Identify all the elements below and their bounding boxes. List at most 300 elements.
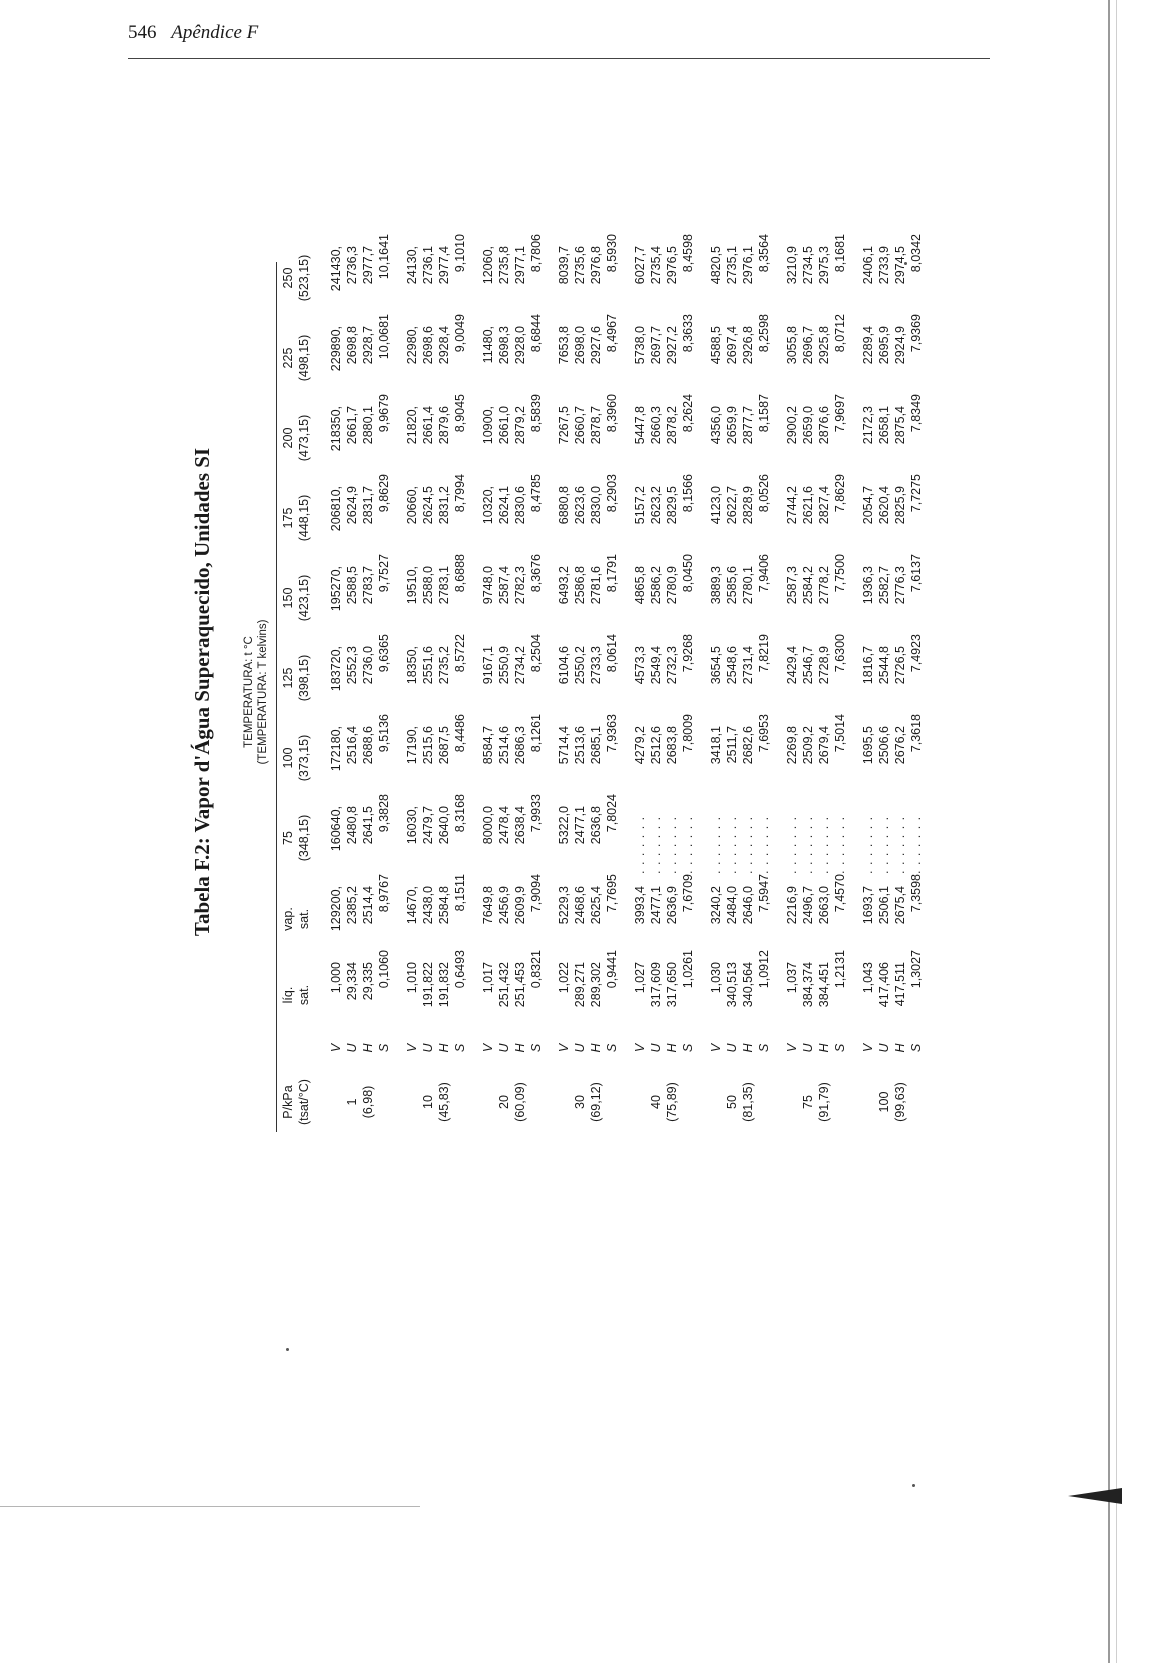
property-symbol: V <box>557 1043 571 1053</box>
property-symbol: S <box>377 1043 391 1053</box>
table-cell: 2054,7 <box>861 486 875 525</box>
table-cell: 7,7695 <box>605 874 619 913</box>
pressure-cell <box>420 1062 452 1142</box>
table-cell: 2544,8 <box>877 646 891 685</box>
table-cell: 1936,3 <box>861 566 875 605</box>
table-cell: 2698,8 <box>345 326 359 365</box>
property-symbol: V <box>329 1043 343 1053</box>
table-cell: 0,8321 <box>529 950 543 989</box>
table-cell: 2484,0 <box>725 886 739 925</box>
table-cell: 8,9045 <box>453 394 467 433</box>
pressure-value: 20 <box>497 1095 511 1109</box>
table-cell: 2831,2 <box>437 486 451 525</box>
property-symbol: S <box>605 1043 619 1053</box>
table-cell: 6493,2 <box>557 566 571 605</box>
table-cell: 2875,4 <box>893 406 907 445</box>
table-cell: 2732,3 <box>665 646 679 685</box>
saturation-temperature: (75,89) <box>665 1082 679 1122</box>
table-cell: 2925,8 <box>817 326 831 365</box>
scan-edge-line <box>1108 0 1110 1663</box>
temperature-kelvin: (523,15) <box>297 254 311 302</box>
table-cell: 384,451 <box>817 962 831 1008</box>
table-cell: 2609,9 <box>513 886 527 925</box>
temperature-kelvin: (448,15) <box>297 494 311 542</box>
table-cell: 2927,6 <box>589 326 603 365</box>
table-cell: 2550,9 <box>497 646 511 685</box>
table-cell: 5714,4 <box>557 726 571 765</box>
table-cell: 8,4486 <box>453 714 467 753</box>
table-cell: 218350, <box>329 406 343 452</box>
table-cell: 2624,5 <box>421 486 435 525</box>
header-rule <box>128 58 990 59</box>
table-cell: 2623,6 <box>573 486 587 525</box>
table-cell: 2726,5 <box>893 646 907 685</box>
table-cell: 2977,1 <box>513 246 527 285</box>
property-symbol: H <box>513 1043 527 1053</box>
table-cell: 2625,4 <box>589 886 603 925</box>
liquid-column-header <box>280 960 312 1030</box>
table-cell: 10,1641 <box>377 234 391 280</box>
table-cell: 2734,5 <box>801 246 815 285</box>
table-cell: 2781,6 <box>589 566 603 605</box>
table-cell: 2880,1 <box>361 406 375 445</box>
pressure-value: 40 <box>649 1095 663 1109</box>
table-cell: 2975,3 <box>817 246 831 285</box>
table-cell: 8,5722 <box>453 634 467 673</box>
table-cell: . . . . . . . <box>861 815 875 874</box>
table-cell: 2735,1 <box>725 246 739 285</box>
page-section-title: Apêndice F <box>171 22 259 43</box>
table-cell: 7,8219 <box>757 634 771 673</box>
table-cell: 2516,4 <box>345 726 359 765</box>
table-cell: 4573,3 <box>633 646 647 685</box>
table-cell: 8,2598 <box>757 314 771 353</box>
table-cell: 3654,5 <box>709 646 723 685</box>
table-cell: . . . . . . . <box>649 815 663 874</box>
table-cell: 317,609 <box>649 962 663 1008</box>
table-cell: 24130, <box>405 246 419 285</box>
table-cell: 183720, <box>329 646 343 692</box>
table-cell: . . . . . . . <box>893 815 907 874</box>
table-cell: 2878,7 <box>589 406 603 445</box>
table-cell: . . . . . . . <box>709 815 723 874</box>
table-cell: 4123,0 <box>709 486 723 525</box>
table-cell: 11480, <box>481 326 495 364</box>
table-cell: 8,0526 <box>757 474 771 513</box>
table-cell: 1,010 <box>405 962 419 994</box>
temperature-celsius: 125 <box>281 667 295 689</box>
table-cell: 289,302 <box>589 962 603 1008</box>
table-cell: 0,1060 <box>377 950 391 989</box>
pressure-cell <box>648 1062 680 1142</box>
table-cell: 8,0342 <box>909 234 923 273</box>
table-cell: 7,9406 <box>757 554 771 593</box>
table-cell: 3889,3 <box>709 566 723 605</box>
table-cell: 8,2624 <box>681 394 695 433</box>
table-cell: 2976,8 <box>589 246 603 285</box>
table-cell: 417,511 <box>893 962 907 1007</box>
table-cell: 8,6844 <box>529 314 543 353</box>
table-cell: 2736,1 <box>421 246 435 285</box>
property-symbol: V <box>861 1043 875 1053</box>
table-cell: 160640, <box>329 806 343 852</box>
table-cell: 2829,5 <box>665 486 679 525</box>
table-cell: 7,7275 <box>909 474 923 513</box>
property-symbol: S <box>909 1043 923 1053</box>
table-cell: 8,1511 <box>453 874 467 912</box>
table-cell: 2636,9 <box>665 886 679 925</box>
table-cell: 17190, <box>405 726 419 765</box>
table-cell: 2661,4 <box>421 406 435 445</box>
table-cell: 1,0261 <box>681 950 695 989</box>
table-cell: 2385,2 <box>345 886 359 925</box>
temperature-celsius: 175 <box>281 507 295 529</box>
table-cell: 251,432 <box>497 962 511 1008</box>
table-cell: 18350, <box>405 646 419 685</box>
table-cell: 2735,2 <box>437 646 451 685</box>
table-cell: 7653,8 <box>557 326 571 365</box>
table-cell: 1,0912 <box>757 950 771 989</box>
table-cell: 8,1261 <box>529 714 543 753</box>
vapor-column-header <box>280 884 312 954</box>
table-cell: . . . . . . . <box>757 815 771 874</box>
table-cell: 1693,7 <box>861 886 875 925</box>
pressure-cell <box>496 1062 528 1142</box>
scan-speck <box>912 1484 915 1487</box>
table-cell: 2686,3 <box>513 726 527 765</box>
table-cell: 2698,6 <box>421 326 435 365</box>
table-cell: 7,8024 <box>605 794 619 833</box>
table-cell: 2584,2 <box>801 566 815 605</box>
liquid-header-line1: líq. <box>281 986 295 1004</box>
table-cell: 2622,7 <box>725 486 739 525</box>
pressure-cell <box>876 1062 908 1142</box>
table-cell: 2586,2 <box>649 566 663 605</box>
table-cell: 5229,3 <box>557 886 571 925</box>
table-cell: 2584,8 <box>437 886 451 925</box>
table-cell: 2477,1 <box>573 806 587 845</box>
table-cell: 2506,1 <box>877 886 891 925</box>
temperature-column-header <box>280 402 312 474</box>
table-cell: 2827,4 <box>817 486 831 525</box>
table-cell: 7,8629 <box>833 474 847 513</box>
property-symbol: S <box>681 1043 695 1053</box>
table-cell: 9,5136 <box>377 714 391 753</box>
temperature-kelvin: (498,15) <box>297 334 311 382</box>
table-cell: 7,9363 <box>605 714 619 753</box>
table-cell: 340,564 <box>741 962 755 1008</box>
temperature-celsius: 100 <box>281 747 295 769</box>
property-symbol: U <box>573 1043 587 1053</box>
table-cell: 1,017 <box>481 962 495 994</box>
table-cell: 8000,0 <box>481 806 495 845</box>
table-cell: 8,1566 <box>681 474 695 513</box>
table-cell: 2551,6 <box>421 646 435 685</box>
property-symbol: U <box>649 1043 663 1053</box>
table-cell: 289,271 <box>573 962 587 1008</box>
table-cell: 9,1010 <box>453 234 467 273</box>
table-cell: 16030, <box>405 806 419 845</box>
table-cell: 8039,7 <box>557 246 571 285</box>
table-cell: 8,2903 <box>605 474 619 513</box>
table-cell: 206810, <box>329 486 343 532</box>
temperature-label <box>242 242 270 1142</box>
table-cell: 2640,0 <box>437 806 451 845</box>
table-cell: 2878,2 <box>665 406 679 445</box>
saturation-temperature: (69,12) <box>589 1082 603 1122</box>
table-cell: 417,406 <box>877 962 891 1008</box>
table-cell: 229890, <box>329 326 343 372</box>
property-symbol: H <box>437 1043 451 1053</box>
table-cell: 7,9697 <box>833 394 847 433</box>
table-cell: 2659,9 <box>725 406 739 445</box>
pressure-cell <box>724 1062 756 1142</box>
table-cell: 3240,2 <box>709 886 723 925</box>
table-cell: 2660,7 <box>573 406 587 445</box>
pressure-column-header <box>280 1062 312 1142</box>
table-cell: 2429,4 <box>785 646 799 685</box>
table-cell: 8,3564 <box>757 234 771 273</box>
table-cell: 340,513 <box>725 962 739 1008</box>
temperature-kelvin: (473,15) <box>297 414 311 462</box>
table-cell: 1,3027 <box>909 950 923 989</box>
property-symbol: V <box>785 1043 799 1053</box>
property-symbol: V <box>481 1043 495 1053</box>
table-cell: 2676,2 <box>893 726 907 765</box>
temperature-column-header <box>280 642 312 714</box>
table-cell: 191,832 <box>437 962 451 1008</box>
temperature-kelvin: (398,15) <box>297 654 311 702</box>
table-cell: 2479,7 <box>421 806 435 845</box>
table-cell: 2928,4 <box>437 326 451 365</box>
table-cell: 10320, <box>481 486 495 525</box>
table-cell: 6027,7 <box>633 246 647 285</box>
table-cell: 9,7527 <box>377 554 391 593</box>
table-cell: 2928,0 <box>513 326 527 365</box>
table-cell: 2830,0 <box>589 486 603 525</box>
table-cell: 8,5930 <box>605 234 619 273</box>
table-cell: 2733,9 <box>877 246 891 285</box>
table-cell: . . . . . . . <box>785 815 799 874</box>
table-cell: 2780,9 <box>665 566 679 605</box>
table-cell: 2976,5 <box>665 246 679 285</box>
pressure-header-tsat: (tsat/°C) <box>297 1079 311 1125</box>
property-symbol: H <box>665 1043 679 1053</box>
vapor-header-line1: vap. <box>281 907 295 931</box>
table-cell: 2456,9 <box>497 886 511 925</box>
table-cell: 3418,1 <box>709 726 723 765</box>
table-cell: 19510, <box>405 566 419 605</box>
table-cell: 2731,4 <box>741 646 755 685</box>
property-symbol: V <box>405 1043 419 1053</box>
table-cell: . . . . . . . <box>801 815 815 874</box>
pressure-value: 30 <box>573 1095 587 1109</box>
table-cell: 2514,6 <box>497 726 511 765</box>
table-cell: 29,334 <box>345 962 359 1001</box>
property-symbol: S <box>833 1043 847 1053</box>
table-cell: 2658,1 <box>877 406 891 445</box>
table-cell: 29,335 <box>361 962 375 1001</box>
table-cell: 9748,0 <box>481 566 495 605</box>
table-cell: 7,6300 <box>833 634 847 673</box>
table-cell: 2546,7 <box>801 646 815 685</box>
table-cell: 2977,7 <box>361 246 375 285</box>
scan-edge-line-faint <box>1116 0 1117 1663</box>
table-cell: 2688,6 <box>361 726 375 765</box>
table-cell: 8,1681 <box>833 234 847 273</box>
table-cell: . . . . . . . <box>681 815 695 874</box>
table-cell: 7,5014 <box>833 714 847 753</box>
table-cell: 21820, <box>405 406 419 445</box>
table-cell: 2697,4 <box>725 326 739 365</box>
table-cell: 2696,7 <box>801 326 815 365</box>
table-cell: 7,4570 <box>833 874 847 913</box>
table-cell: . . . . . . . <box>909 815 923 874</box>
table-cell: 20660, <box>405 486 419 525</box>
table-cell: 2438,0 <box>421 886 435 925</box>
table-cell: 4865,8 <box>633 566 647 605</box>
table-cell: 2924,9 <box>893 326 907 365</box>
saturation-temperature: (99,63) <box>893 1082 907 1122</box>
table-cell: 2661,0 <box>497 406 511 445</box>
table-cell: 2588,5 <box>345 566 359 605</box>
table-cell: . . . . . . . <box>817 815 831 874</box>
property-symbol: H <box>817 1043 831 1053</box>
table-cell: . . . . . . . <box>725 815 739 874</box>
table-cell: 2548,6 <box>725 646 739 685</box>
table-cell: 2550,2 <box>573 646 587 685</box>
table-cell: 9,3828 <box>377 794 391 833</box>
table-cell: 2646,0 <box>741 886 755 925</box>
table-cell: 191,822 <box>421 962 435 1008</box>
table-cell: 4820,5 <box>709 246 723 285</box>
table-cell: 2480,8 <box>345 806 359 845</box>
table-cell: 3993,4 <box>633 886 647 925</box>
table-cell: 6104,6 <box>557 646 571 685</box>
table-cell: 8,4785 <box>529 474 543 513</box>
table-cell: 2735,6 <box>573 246 587 285</box>
property-symbol: H <box>589 1043 603 1053</box>
pressure-value: 100 <box>877 1091 891 1113</box>
table-cell: 2736,0 <box>361 646 375 685</box>
table-cell: 9,9679 <box>377 394 391 433</box>
table-cell: 8,7994 <box>453 474 467 513</box>
table-cell: 0,6493 <box>453 950 467 989</box>
table-cell: 2661,7 <box>345 406 359 445</box>
table-cell: 7,9369 <box>909 314 923 353</box>
table-cell: 2927,2 <box>665 326 679 365</box>
table-cell: 22980, <box>405 326 419 365</box>
table-cell: 2831,7 <box>361 486 375 525</box>
table-cell: 5322,0 <box>557 806 571 845</box>
table-cell: 2512,6 <box>649 726 663 765</box>
property-symbol: H <box>741 1043 755 1053</box>
scan-artifact-line <box>0 1506 420 1507</box>
table-cell: 2511,7 <box>725 726 739 764</box>
table-cell: 2513,6 <box>573 726 587 765</box>
table-cell: 9167,1 <box>481 646 495 685</box>
table-cell: 3210,9 <box>785 246 799 285</box>
pressure-value: 10 <box>421 1095 435 1109</box>
table-cell: 8,9767 <box>377 874 391 913</box>
table-cell: 7,6137 <box>909 554 923 593</box>
table-cell: 1816,7 <box>861 646 875 685</box>
table-cell: 2216,9 <box>785 886 799 925</box>
table-cell: 10,0681 <box>377 314 391 360</box>
table-cell: 1,030 <box>709 962 723 994</box>
table-cell: 12060, <box>481 246 495 285</box>
table-cell: 2974,5 <box>893 246 907 285</box>
table-cell: 2977,4 <box>437 246 451 285</box>
table-cell: 2698,0 <box>573 326 587 365</box>
pressure-value: 1 <box>345 1098 359 1106</box>
temperature-column-header <box>280 562 312 634</box>
property-symbol: S <box>453 1043 467 1053</box>
property-symbol: H <box>893 1043 907 1053</box>
table-cell: 8,1791 <box>605 554 619 593</box>
table-cell: 2879,2 <box>513 406 527 445</box>
pressure-cell <box>344 1062 376 1142</box>
temperature-column-header <box>280 482 312 554</box>
table-cell: 8,3960 <box>605 394 619 433</box>
table-cell: 14670, <box>405 886 419 925</box>
table-cell: 7,4923 <box>909 634 923 673</box>
table-cell: 2496,7 <box>801 886 815 925</box>
table-cell: 241430, <box>329 246 343 292</box>
temperature-celsius: 225 <box>281 347 295 369</box>
table-cell: 8,0712 <box>833 314 847 353</box>
table-cell: 2638,4 <box>513 806 527 845</box>
saturation-temperature: (45,83) <box>437 1082 451 1122</box>
table-cell: 10900, <box>481 406 495 445</box>
table-cell: . . . . . . . <box>833 815 847 874</box>
table-cell: 2587,3 <box>785 566 799 605</box>
table-cell: 2468,6 <box>573 886 587 925</box>
table-cell: 2697,7 <box>649 326 663 365</box>
table-cell: 8,0614 <box>605 634 619 673</box>
table-cell: 2698,3 <box>497 326 511 365</box>
property-symbol: U <box>345 1043 359 1053</box>
table-cell: 2289,4 <box>861 326 875 365</box>
table-cell: 8,3168 <box>453 794 467 833</box>
table-cell: 2783,1 <box>437 566 451 605</box>
table-cell: 7,6953 <box>757 714 771 753</box>
table-cell: 2735,8 <box>497 246 511 285</box>
table-cell: 2624,9 <box>345 486 359 525</box>
table-cell: 2514,4 <box>361 886 375 925</box>
table-cell: 8,7806 <box>529 234 543 273</box>
table-cell: 2778,2 <box>817 566 831 605</box>
table-cell: 2641,5 <box>361 806 375 845</box>
saturation-temperature: (81,35) <box>741 1082 755 1122</box>
pressure-value: 75 <box>801 1095 815 1109</box>
table-cell: 8,5839 <box>529 394 543 433</box>
temperature-column-header <box>280 322 312 394</box>
table-cell: 8,2504 <box>529 634 543 673</box>
table-cell: 2695,9 <box>877 326 891 365</box>
table-cell: 7649,8 <box>481 886 495 925</box>
table-cell: 8,3633 <box>681 314 695 353</box>
table-cell: 2780,1 <box>741 566 755 605</box>
pressure-cell <box>572 1062 604 1142</box>
table-cell: . . . . . . . <box>665 815 679 874</box>
temperature-column-header <box>280 722 312 794</box>
table-cell: 2172,3 <box>861 406 875 445</box>
table-cell: . . . . . . . <box>741 815 755 874</box>
table-cell: 5447,8 <box>633 406 647 445</box>
table-cell: 2783,7 <box>361 566 375 605</box>
table-cell: 384,374 <box>801 962 815 1008</box>
